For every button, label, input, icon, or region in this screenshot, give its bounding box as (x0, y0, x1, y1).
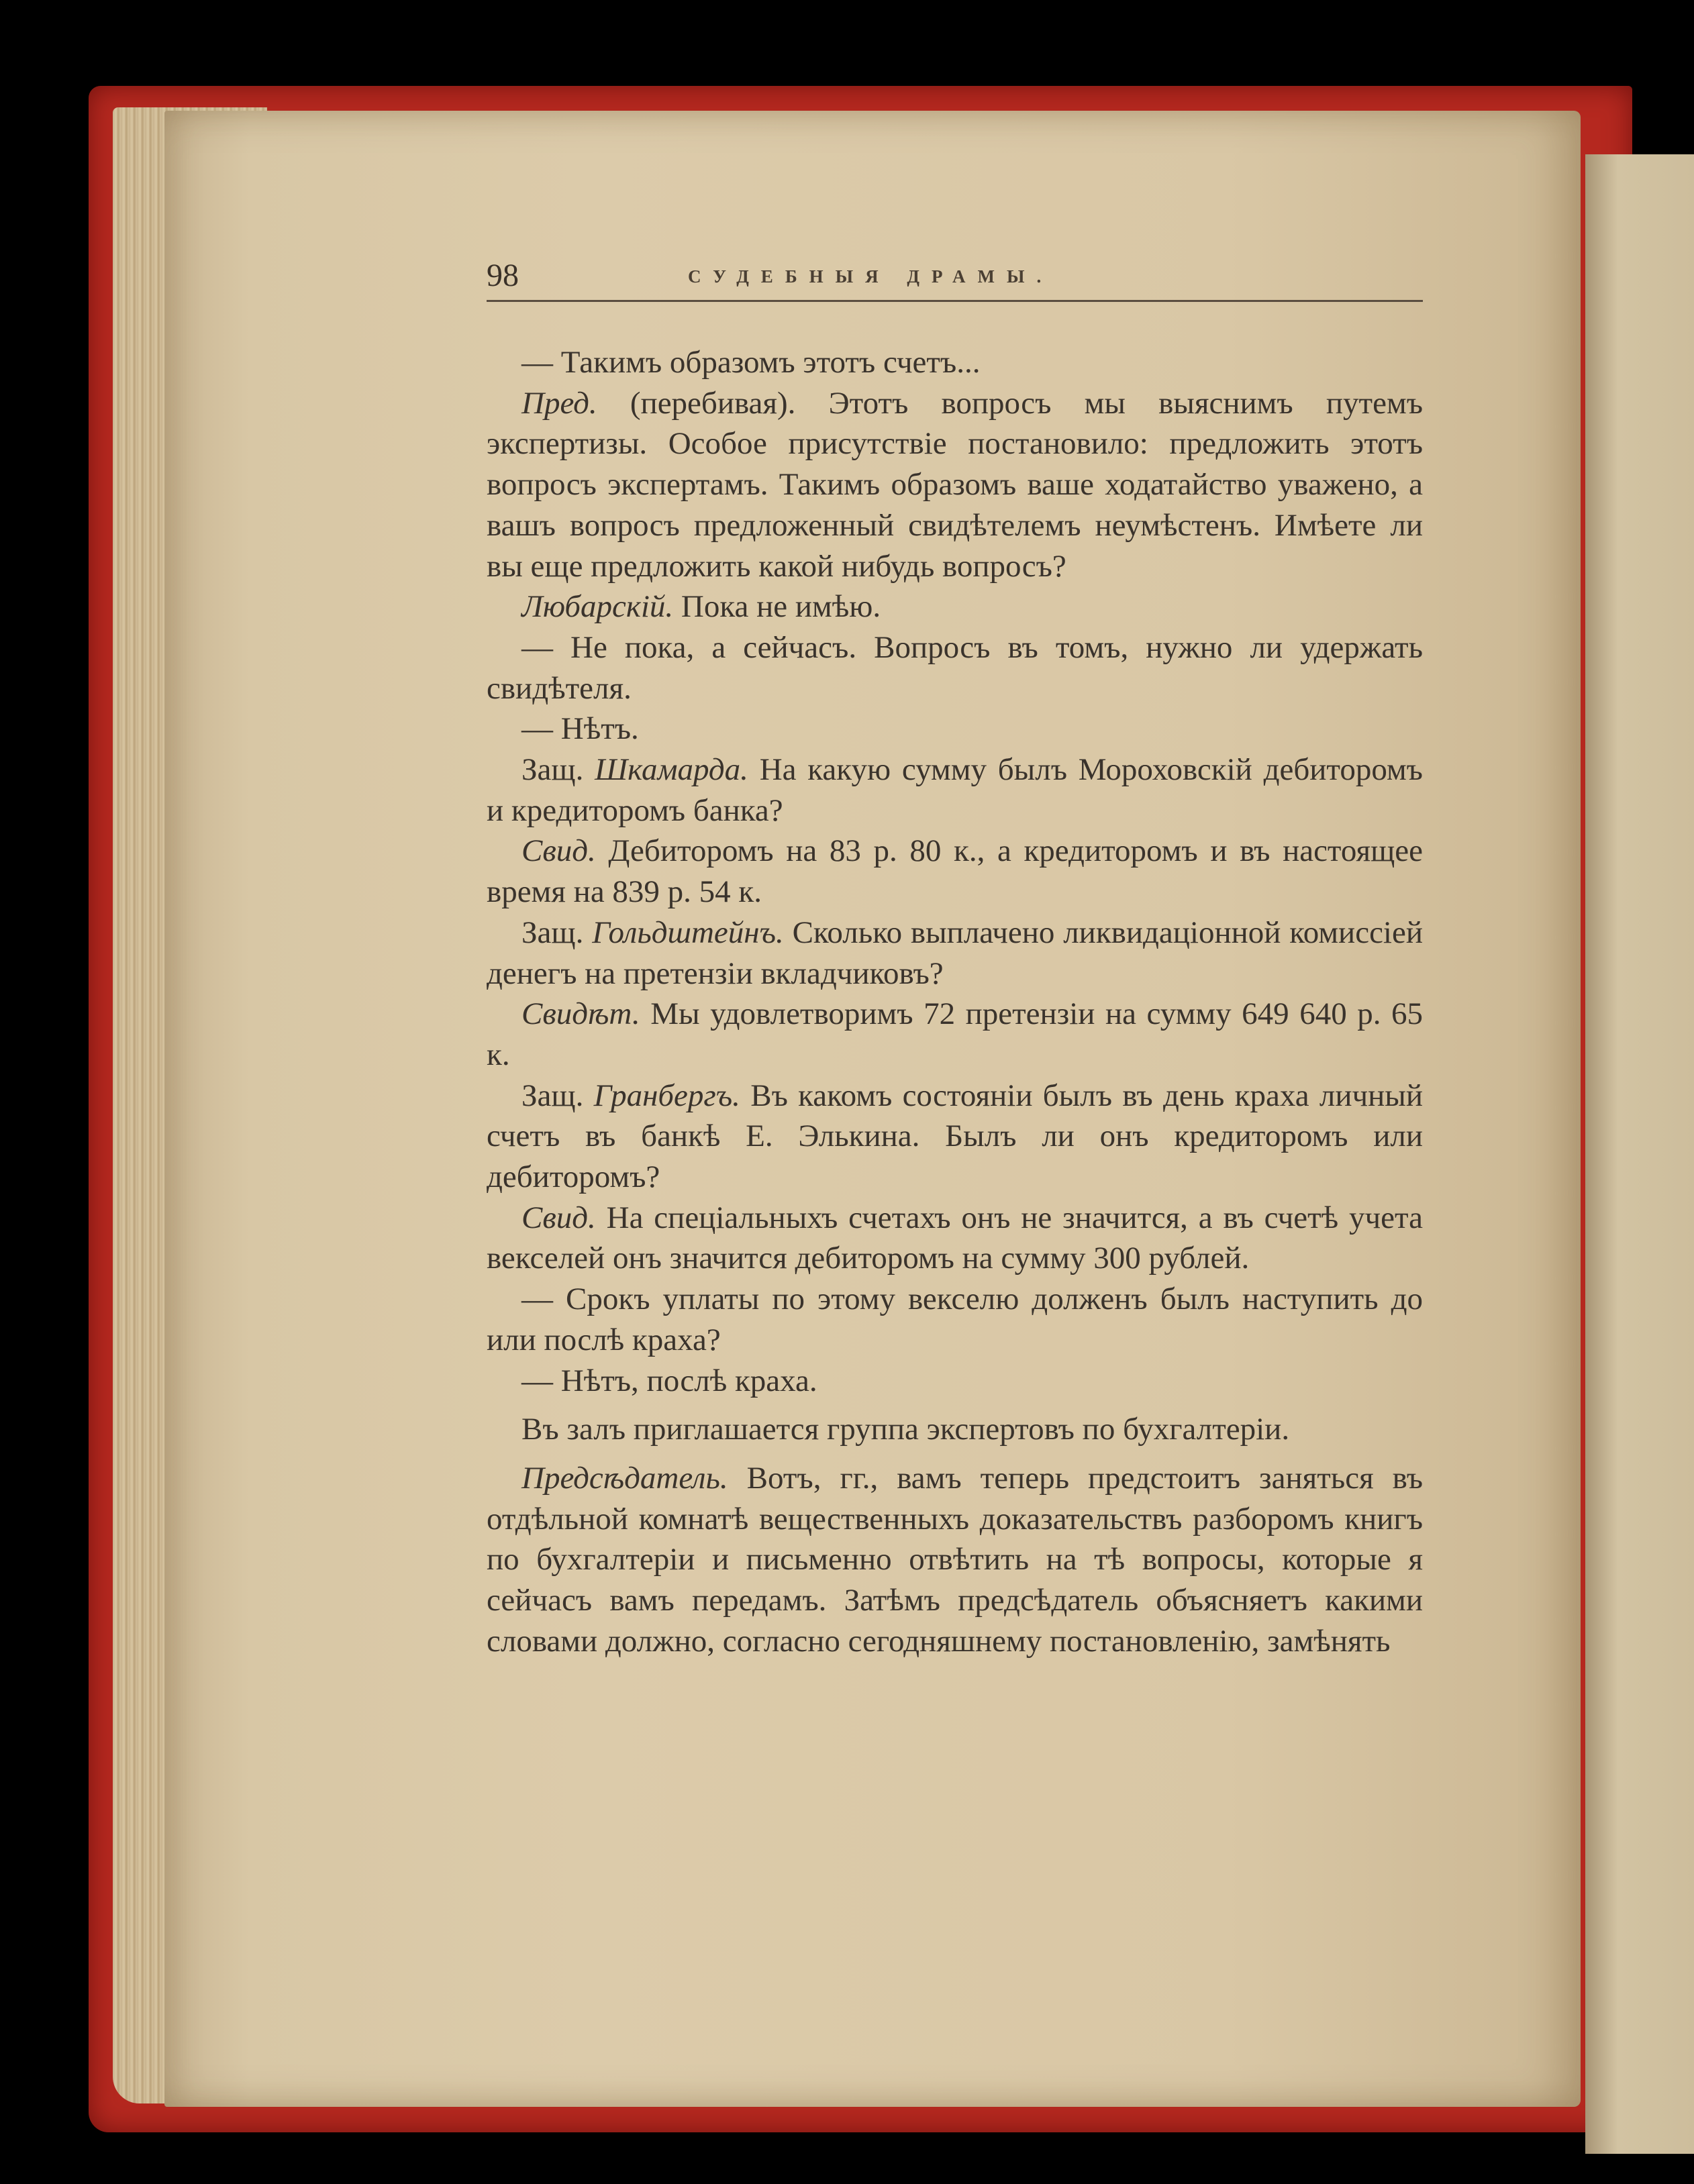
speaker-prefix: Защ. (521, 915, 584, 950)
paragraph-text: Пока не имѣю. (681, 589, 881, 625)
paragraph (487, 627, 1423, 709)
speaker-label: Предсѣдатель. (521, 1460, 728, 1496)
paragraph (487, 1198, 1423, 1279)
paragraph (487, 1076, 1423, 1198)
speaker-prefix: Защ. (521, 752, 584, 788)
header-rule (487, 300, 1423, 302)
paragraph-text: — Нѣтъ, послѣ краха. (521, 1363, 817, 1398)
paragraph-text: На спеціальныхъ счетахъ онъ не значится, а въ счетѣ учета векселей онъ значится дебиторомъ на сумму 300 рублей. (487, 1200, 1423, 1276)
page-number: 98 (487, 258, 519, 293)
paragraph (487, 1409, 1423, 1450)
body-text (487, 342, 1423, 1662)
speaker-label: Свидѣт. (521, 996, 640, 1032)
paragraph-text: Сколько выплачено ликвидаціонной комиссіей денегъ на претензіи вкладчиковъ? (487, 915, 1424, 991)
speaker-label: Пред. (521, 385, 597, 421)
paragraph (487, 383, 1423, 587)
page-header (487, 257, 1423, 304)
paragraph-text: Въ какомъ состояніи былъ въ день краха личный счетъ въ банкѣ Е. Элькина. Былъ ли онъ кредиторомъ или дебиторомъ? (487, 1078, 1423, 1195)
paragraph (487, 586, 1423, 627)
speaker-prefix: Защ. (521, 1078, 584, 1113)
paragraph (487, 1279, 1423, 1360)
paragraph (487, 994, 1423, 1075)
running-title: СУДЕБНЫЯ ДРАМЫ. (688, 266, 1054, 287)
paragraph-text: (перебивая). Этотъ вопросъ мы выяснимъ путемъ экспертизы. Особое присутствіе постановило: предложить этотъ вопросъ экспертамъ. Такимъ образомъ ваше ходатайство уважено, а вашъ вопросъ предложенный свидѣтелемъ неумѣстенъ. Имѣете ли вы еще предложить какой нибудь вопросъ? (487, 385, 1424, 584)
paragraph-text: Вотъ, гг., вамъ теперь предстоитъ заняться въ отдѣльной комнатѣ вещественныхъ доказательствъ разборомъ книгъ по бухгалтеріи и письменно отвѣтить на тѣ вопросы, которые я сейчасъ вамъ передамъ. Затѣмъ предсѣдатель объясняетъ какими словами должно, согласно сегодняшнему постановленію, замѣнять (487, 1460, 1423, 1659)
paragraph (487, 1361, 1423, 1402)
paragraph-text: — Не пока, а сейчасъ. Вопросъ въ томъ, нужно ли удержать свидѣтеля. (487, 629, 1423, 706)
paragraph (487, 913, 1423, 994)
paragraph (487, 342, 1423, 383)
paragraph-text: — Такимъ образомъ этотъ счетъ... (521, 345, 981, 380)
facing-page-edge (1585, 154, 1694, 2154)
paragraph-text: — Срокъ уплаты по этому векселю долженъ былъ наступить до или послѣ краха? (487, 1282, 1423, 1357)
paragraph-text: Въ залъ приглашается группа экспертовъ по бухгалтеріи. (521, 1412, 1290, 1447)
speaker-label: Шкамарда. (595, 752, 748, 788)
paragraph-text: На какую сумму былъ Мороховскій дебиторомъ и кредиторомъ банка? (487, 752, 1423, 828)
speaker-label: Любарскій. (521, 589, 674, 625)
speaker-label: Свид. (521, 833, 596, 869)
paragraph (487, 831, 1423, 912)
paragraph (487, 709, 1423, 749)
paragraph-text: Мы удовлетворимъ 72 претензіи на сумму 649 640 р. 65 к. (487, 996, 1424, 1072)
speaker-label: Гольдштейнъ. (592, 915, 784, 950)
paragraph (487, 1458, 1423, 1662)
paragraph (487, 749, 1423, 831)
paragraph-text: — Нѣтъ. (521, 711, 639, 747)
speaker-label: Гранбергъ. (593, 1078, 740, 1113)
speaker-label: Свид. (521, 1200, 596, 1235)
paragraph-text: Дебиторомъ на 83 р. 80 к., а кредиторомъ и въ настоящее время на 839 р. 54 к. (487, 833, 1423, 910)
